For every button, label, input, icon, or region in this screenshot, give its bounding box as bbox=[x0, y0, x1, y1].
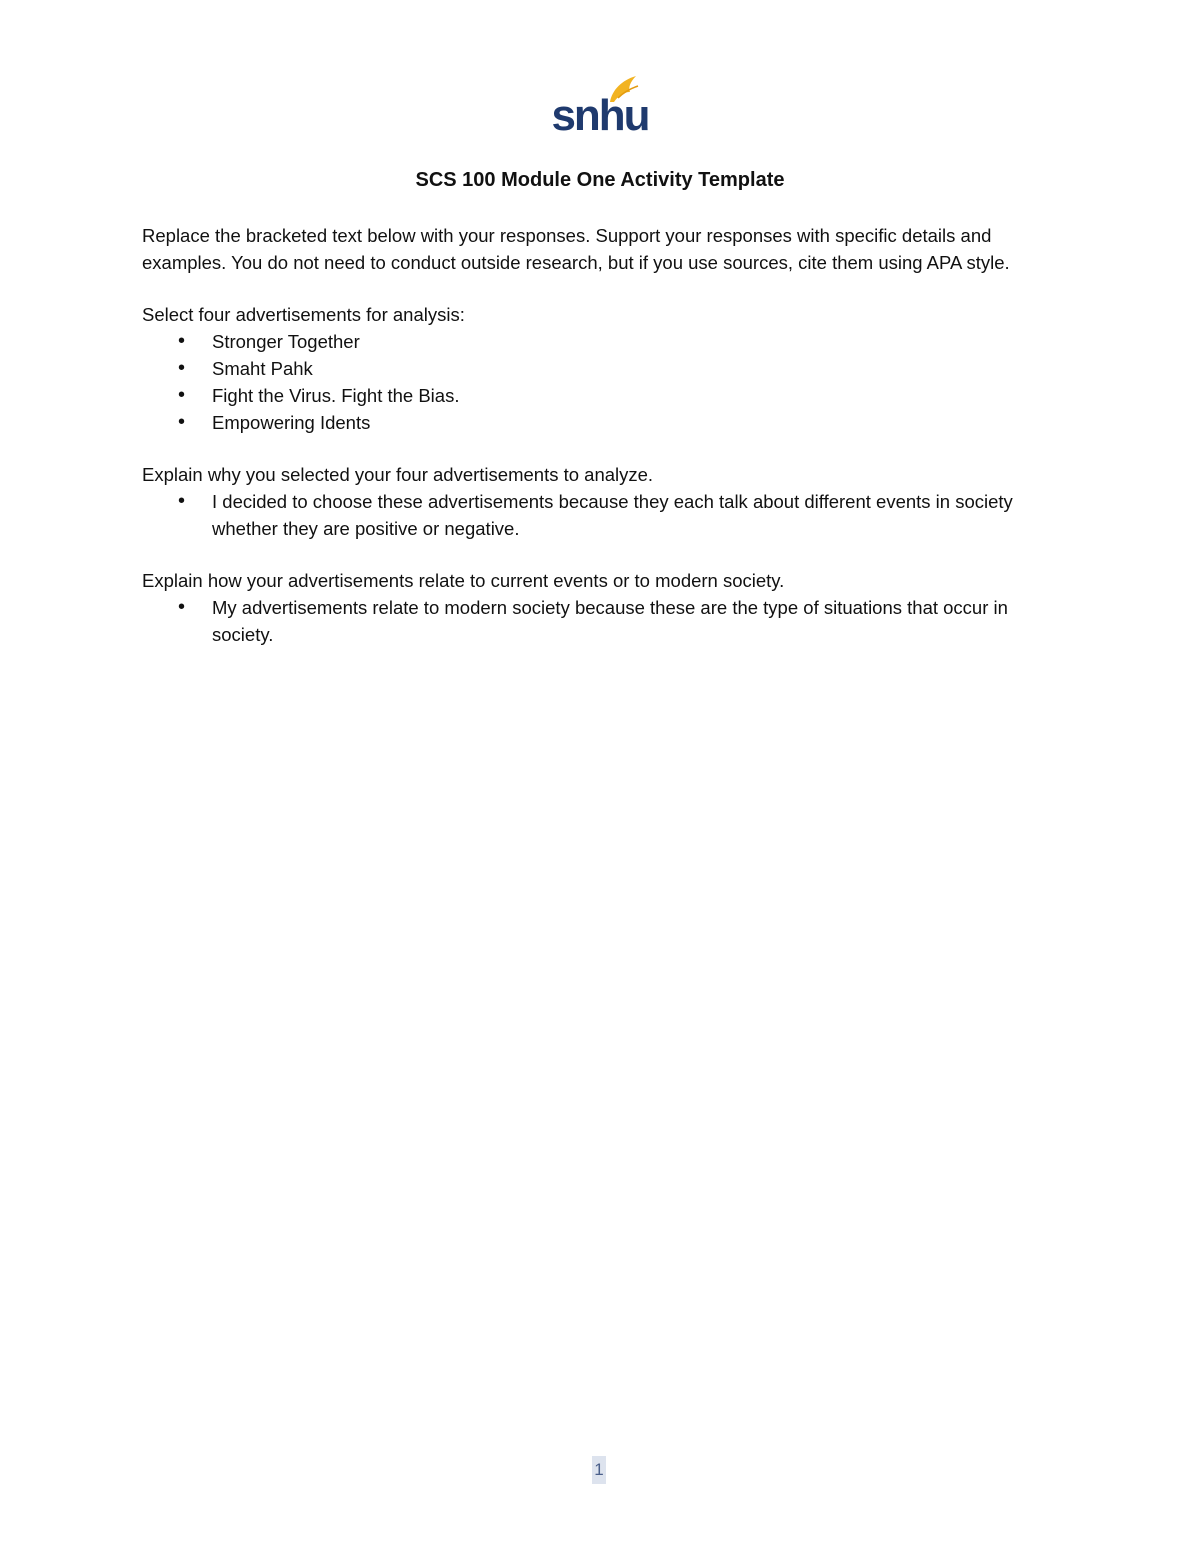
page-number: 1 bbox=[592, 1456, 606, 1484]
section-ads-selection bbox=[142, 301, 1057, 436]
section-prompt: Select four advertisements for analysis: bbox=[142, 304, 465, 325]
document-body bbox=[142, 222, 1057, 673]
bullet-list bbox=[142, 594, 1057, 648]
intro-paragraph: Replace the bracketed text below with your responses. Support your responses with specific details and examples. You do not need to conduct outside research, but if you use sources, cite them using APA style. bbox=[142, 225, 1010, 273]
section-prompt: Explain why you selected your four advertisements to analyze. bbox=[142, 464, 654, 485]
list-item: • I decided to choose these advertisements because they each talk about different events in society whether they are positive or negative. bbox=[212, 488, 1057, 542]
list-item: • Stronger Together bbox=[212, 328, 1057, 355]
list-item: • My advertisements relate to modern society because these are the type of situations that occur in society. bbox=[212, 594, 1057, 648]
snhu-logo-icon bbox=[548, 72, 652, 136]
list-item: • Empowering Idents bbox=[212, 409, 1057, 436]
section-modern-relation bbox=[142, 567, 1057, 648]
section-selection-reason bbox=[142, 461, 1057, 542]
list-item: • Fight the Virus. Fight the Bias. bbox=[212, 382, 1057, 409]
snhu-logo bbox=[548, 72, 652, 136]
section-prompt: Explain how your advertisements relate to current events or to modern society. bbox=[142, 570, 785, 591]
document-title: SCS 100 Module One Activity Template bbox=[415, 169, 785, 191]
logo-text: snhu bbox=[551, 91, 649, 136]
list-item: • Smaht Pahk bbox=[212, 355, 1057, 382]
bullet-list bbox=[142, 488, 1057, 542]
bullet-list bbox=[142, 328, 1057, 436]
